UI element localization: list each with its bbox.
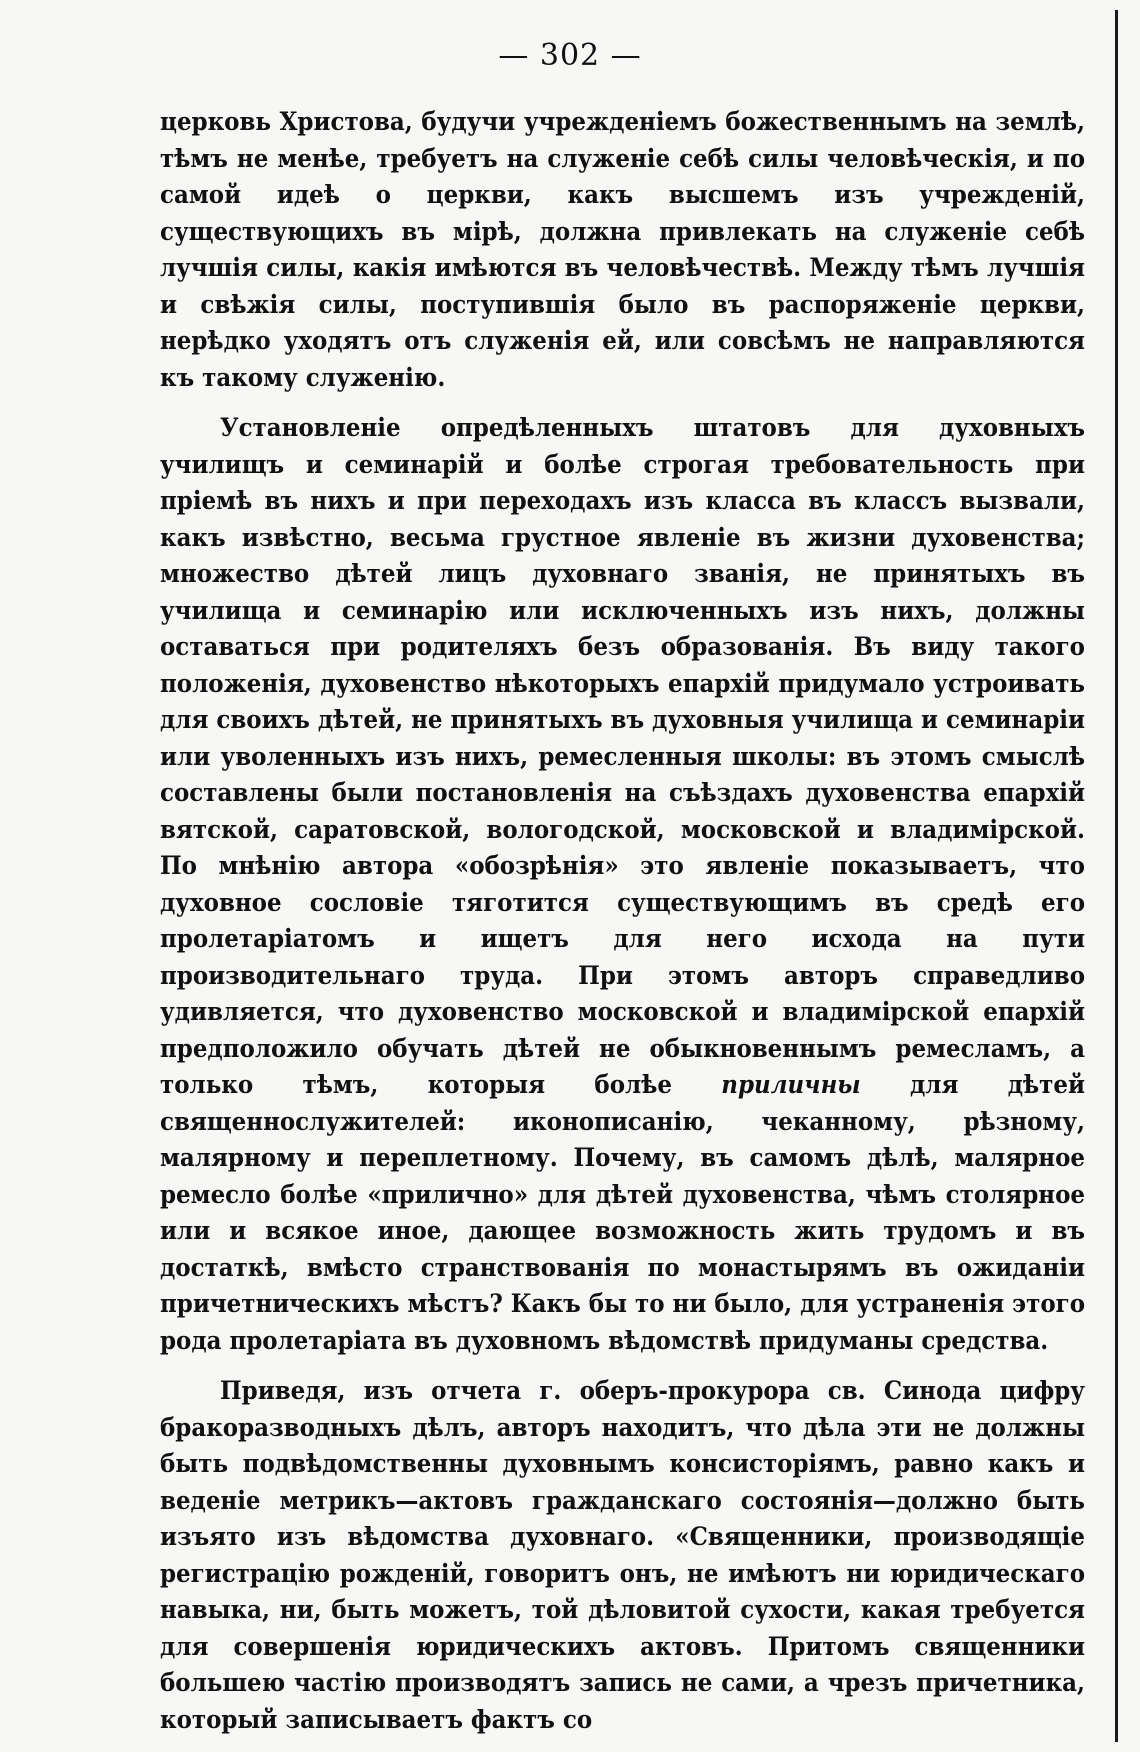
paragraph-2-head: Установленіе опредѣленныхъ штатовъ для духовныхъ училищъ и семинарій и болѣе строгая требовательность при пріемѣ въ нихъ и при переходахъ изъ класса въ классъ вызвали, какъ извѣстно, весьма грустное явленіе въ жизни духовенства; множество дѣтей лицъ духовнаго званія, не принятыхъ въ училища и семинарію или исключенныхъ изъ нихъ, должны оставаться при родителяхъ безъ образованія. Въ виду такого положенія, духовенство нѣкоторыхъ епархій придумало устроивать для своихъ дѣтей, не принятыхъ въ духовныя училища и семинаріи или уволенныхъ изъ нихъ, ремесленныя школы: въ этомъ смыслѣ составлены были постановленія на съѣздахъ духовенства епархій вятской, саратовской, вологодской, московской и владимірской. По мнѣнію автора «обозрѣнія» это явленіе показываетъ, что духовное сословіе тяготится существующимъ въ средѣ его пролетаріатомъ и ищетъ для него исхода на пути производительнаго труда. При этомъ авторъ справедливо удивляется, что духовенство московской и владимірской епархій предположило обучать дѣтей не обыкновеннымъ ремесламъ, а только тѣмъ, которыя болѣе xyxy=(160,413,1085,1100)
emphasis-word: приличны xyxy=(721,1070,861,1100)
page-edge-line xyxy=(1115,10,1118,1742)
paragraph-2 xyxy=(160,410,1085,1359)
paragraph-1: церковь Христова, будучи учрежденіемъ божественнымъ на землѣ, тѣмъ не менѣе, требуетъ на служеніе себѣ силы человѣческія, и по самой идеѣ о церкви, какъ высшемъ изъ учрежденій, существующихъ въ мірѣ, должна привлекать на служеніе себѣ лучшія силы, какія имѣются въ человѣчествѣ. Между тѣмъ лучшія и свѣжія силы, поступившія было въ распоряженіе церкви, нерѣдко уходятъ отъ служенія ей, или совсѣмъ не направляются къ такому служенію. xyxy=(160,107,1085,393)
page-number-header: — 302 — xyxy=(498,38,642,73)
body-text xyxy=(160,104,1085,1752)
paragraph-3: Приведя, изъ отчета г. оберъ-прокурора св. Синода цифру бракоразводныхъ дѣлъ, авторъ находитъ, что дѣла эти не должны быть подвѣдомственны духовнымъ консисторіямъ, равно какъ и веденіе метрикъ—актовъ гражданскаго состоянія—должно быть изъято изъ вѣдомства духовнаго. «Священники, производящіе регистрацію рожденій, говоритъ онъ, не имѣютъ ни юридическаго навыка, ни, быть можетъ, той дѣловитой сухости, какая требуется для совершенія юридическихъ актовъ. Притомъ священники большею частію производятъ запись не сами, а чрезъ причетника, который записываетъ фактъ со xyxy=(160,1376,1085,1735)
paragraph-2-tail: для дѣтей священнослужителей: иконописанію, чеканному, рѣзному, малярному и переплетному. Почему, въ самомъ дѣлѣ, малярное ремесло болѣе «прилично» для дѣтей духовенства, чѣмъ столярное или и всякое иное, дающее возможность жить трудомъ и въ достаткѣ, вмѣсто странствованія по монастырямъ въ ожиданіи причетническихъ мѣстъ? Какъ бы то ни было, для устраненія этого рода пролетаріата въ духовномъ вѣдомствѣ придуманы средства. xyxy=(160,1070,1085,1356)
